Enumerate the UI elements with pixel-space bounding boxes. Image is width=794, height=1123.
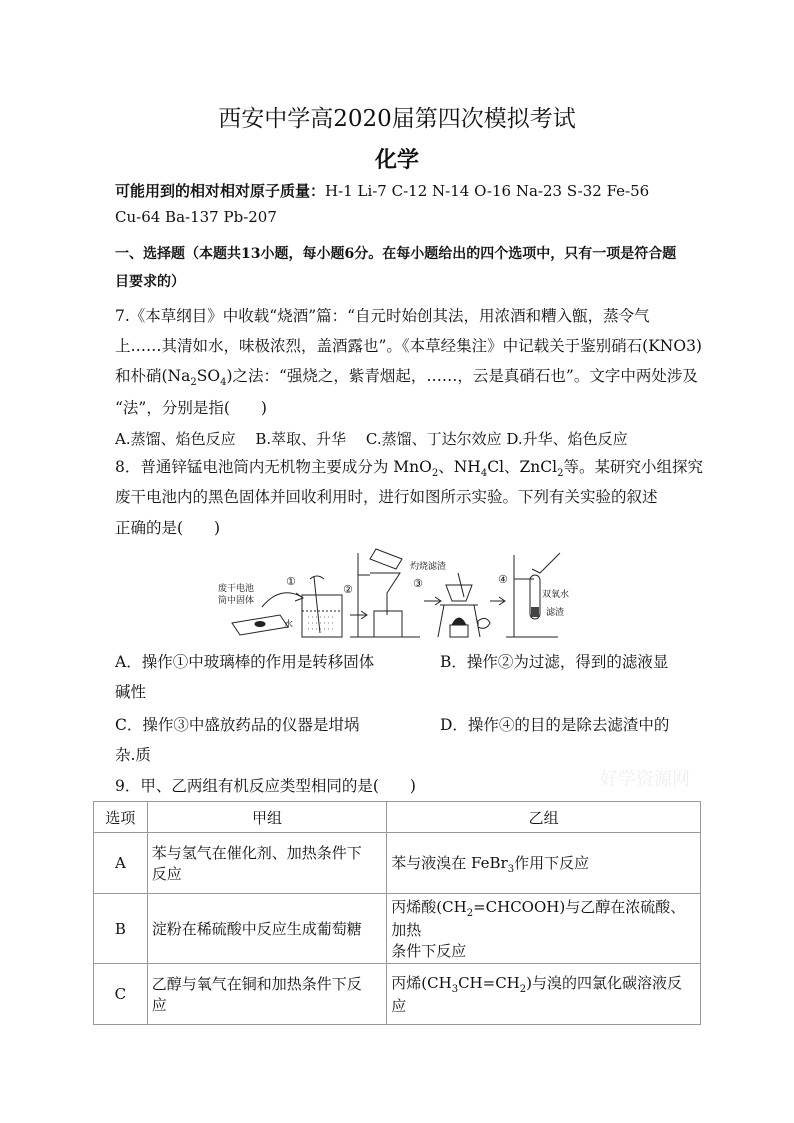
subscript: 2 (431, 468, 439, 480)
cell-text: 作用下反应 (514, 853, 590, 872)
arrow-right-icon (490, 597, 505, 605)
q7-line-3 (115, 364, 698, 388)
cell-text: =CHCOOH)与乙醇在浓硫酸、加热 (391, 898, 686, 939)
watermark: 好学资源网 (600, 769, 690, 790)
atomic-mass-line-1 (115, 180, 649, 201)
row-option: C (94, 964, 148, 1025)
solid-label-2: 筒中固体 (218, 596, 255, 606)
section-heading-1: 一、选择题（本题共13小题，每小题6分。在每小题给出的四个选项中，只有一项是符合题 (115, 246, 677, 262)
group-a-cell (147, 833, 387, 894)
cell-text: 丙烯酸(CH (391, 898, 467, 916)
q8-option-b-2: 碱性 (115, 683, 147, 701)
subscript: 2 (557, 468, 564, 480)
subscript: 2 (466, 908, 474, 919)
pouring-beaker-icon (370, 549, 402, 569)
group-a-cell (147, 964, 387, 1025)
cell-text: )与溴的四氯化碳溶液反应 (391, 974, 682, 1015)
q8-line-1 (115, 455, 703, 479)
group-b-cell (387, 894, 701, 964)
stir-arc-icon (310, 576, 324, 579)
cell-text: CH=CH (458, 974, 520, 992)
cell-text: 苯与液溴在 FeBr (391, 853, 508, 872)
table-row (94, 833, 701, 894)
atomic-mass-values-2: Cu-64 Ba-137 Pb-207 (115, 208, 277, 226)
subscript: 3 (507, 863, 515, 875)
q8-option-d-1: D．操作④的目的是除去滤渣中的 (440, 716, 670, 734)
h2o2-label: 双氧水 (542, 590, 570, 600)
q9-stem: 9．甲、乙两组有机反应类型相同的是( ) (115, 777, 416, 795)
group-b-cell (387, 964, 701, 1025)
water-label: 水 (284, 620, 294, 630)
q7-options: A.蒸馏、焰色反应 B.萃取、升华 C.蒸馏、丁达尔效应 D.升华、焰色反应 (115, 430, 628, 448)
residue-icon (531, 607, 539, 617)
flame-icon (452, 618, 466, 625)
cell-line: 苯与氢气在催化剂、加热条件下 (151, 844, 362, 862)
step-1-label: ① (286, 575, 296, 588)
subscript: 4 (480, 468, 488, 480)
receiving-beaker-icon (374, 611, 402, 637)
q7-text: 和朴硝(Na (115, 367, 191, 385)
cell-line: 淀粉在稀硫酸中反应生成葡萄糖 (151, 920, 362, 938)
q7-line-2: 上……其清如水，味极浓烈，盖酒露也”。《本草经集注》中记载关于鉴别硝石(KNO3) (115, 337, 702, 355)
tongs-icon (478, 618, 490, 628)
row-option: A (94, 833, 148, 894)
subscript: 2 (190, 377, 197, 389)
table-row (94, 964, 701, 1025)
burn-label: 灼烧滤渣 (410, 562, 447, 572)
residue-label: 滤渣 (546, 608, 565, 618)
crucible-icon (446, 585, 472, 601)
exam-title: 西安中学高2020届第四次模拟考试 (218, 106, 576, 132)
q8-text: Cl、ZnCl (487, 458, 558, 476)
q7-text: SO (196, 367, 221, 385)
q8-text: 、NH (438, 458, 481, 476)
beaker-icon (302, 595, 342, 637)
q8-line-2: 废干电池内的黑色固体并回收利用时，进行如图所示实验。下列有关实验的叙述 (115, 488, 658, 506)
solution-icon (308, 617, 336, 629)
group-a-cell (147, 894, 387, 964)
q8-option-d-2: 杂.质 (115, 746, 151, 764)
glass-rod-icon (314, 577, 320, 633)
q7-text: )之法：“强烧之，紫青烟起，……，云是真硝石也”。文字中两处涉及 (226, 367, 698, 385)
subject-title: 化学 (374, 147, 419, 173)
q9-table (93, 801, 701, 1025)
atomic-mass-values-1: H-1 Li-7 C-12 N-14 O-16 Na-23 S-32 Fe-56 (325, 182, 650, 200)
q8-option-b-1: B．操作②为过滤，得到的滤液显 (440, 653, 669, 671)
solid-label-1: 废干电池 (218, 584, 255, 594)
group-b-cell (387, 833, 701, 894)
header-group-b: 乙组 (387, 802, 701, 833)
subscript: 4 (220, 377, 227, 389)
step-3-label: ③ (413, 577, 423, 590)
q7-line-4: “法”，分别是指( ) (115, 399, 267, 417)
step-2-label: ② (343, 583, 353, 596)
subscript: 2 (519, 984, 527, 995)
q8-line-3: 正确的是( ) (115, 519, 221, 537)
table-header-row (94, 802, 701, 833)
cell-line: 反应 (151, 865, 182, 883)
transfer-arrow-icon (262, 593, 302, 607)
q7-line-1: 7.《本草纲目》中收载“烧酒”篇：“自元时始创其法，用浓酒和糟入甑，蒸令气 (115, 307, 650, 325)
cell-line: 应 (151, 996, 167, 1014)
black-solid-icon (255, 622, 265, 627)
subscript: 3 (451, 984, 459, 995)
funnel-icon (370, 573, 400, 615)
step-4-label: ④ (498, 573, 508, 586)
alcohol-lamp-icon (450, 625, 468, 637)
cell-line: 条件下反应 (391, 942, 467, 960)
q8-option-a: A．操作①中玻璃棒的作用是转移固体 (115, 653, 375, 671)
cell-line: 乙醇与氧气在铜和加热条件下反 (151, 975, 362, 993)
header-option: 选项 (94, 802, 148, 833)
section-heading-2: 目要求的） (115, 274, 185, 290)
experiment-figure (210, 545, 590, 645)
header-group-a: 甲组 (147, 802, 387, 833)
cell-text: 丙烯(CH (391, 974, 452, 992)
table-row (94, 894, 701, 964)
q8-option-c: C．操作③中盛放药品的仪器是坩埚 (115, 716, 360, 734)
row-option: B (94, 894, 148, 964)
q8-text: 8．普通锌锰电池筒内无机物主要成分为 MnO (115, 458, 432, 476)
dropper-icon (532, 553, 560, 573)
atomic-mass-label: 可能用到的相对相对原子质量： (115, 182, 326, 200)
arrow-right-icon (424, 597, 441, 605)
q8-text: 等。某研究小组探究 (563, 458, 703, 476)
